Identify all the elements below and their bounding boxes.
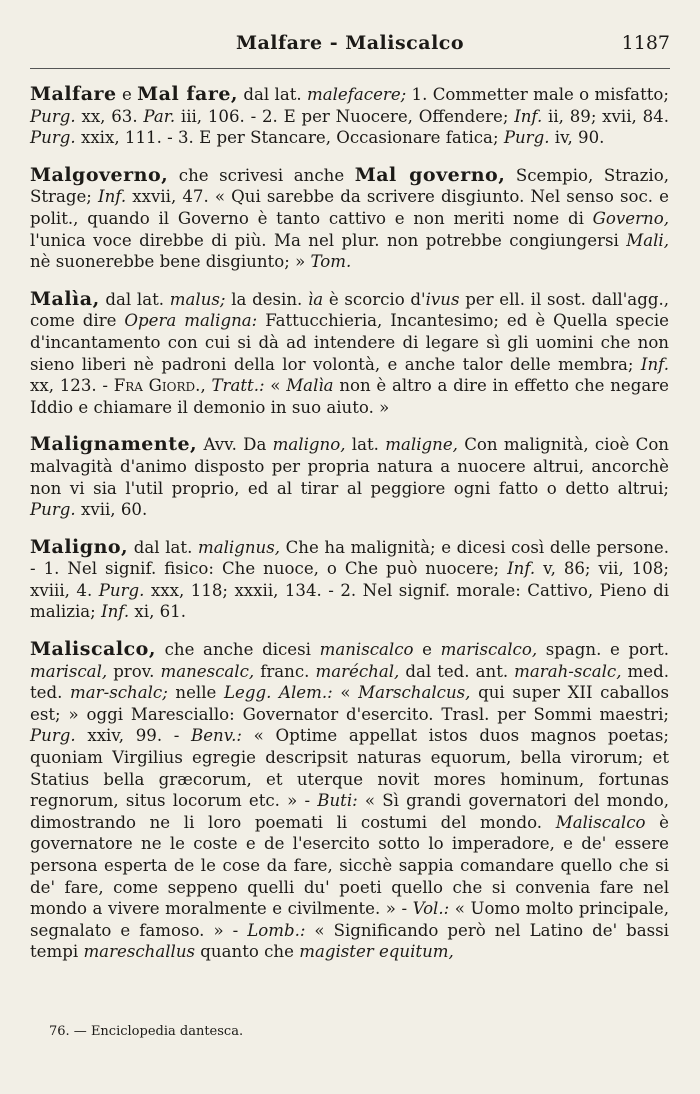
entry-text: Che ha malignità; e dicesi così delle persone. - 1. Nel signif. fisico: Che nuoce, o Che può nuocere; [30, 537, 669, 579]
entry-italic-text: Opera maligna: [124, 311, 258, 331]
entry-italic-text: Par. [143, 106, 176, 126]
dictionary-entry [30, 537, 669, 623]
entry-italic-text: mareschallus [83, 942, 196, 962]
entry-text: dal lat. [238, 85, 307, 104]
entry-headword: Malìa, [30, 287, 100, 310]
header-rule [30, 68, 670, 69]
entry-text: xx, 63. [75, 106, 144, 126]
entry-italic-text: Inf. [98, 187, 127, 207]
entry-text: la desin. [225, 289, 308, 309]
entry-italic-text: ìa [308, 289, 324, 309]
entry-text: xxiv, 99. - [75, 726, 192, 746]
entry-text: v, 86; vii, 108; xviii, 4. [30, 559, 669, 600]
entry-text: « Sì grandi governatori del mondo, dimostrando ne li loro poemati li costumi del mondo. [30, 791, 670, 832]
entry-italic-text: Vol.: [412, 899, 450, 919]
entry-text: « Uomo molto principale, segnalato e famoso. » - [30, 899, 669, 940]
entry-italic-text: maréchal, [315, 661, 400, 681]
entry-italic-text: Tratt.: [211, 376, 265, 396]
entry-text: e [116, 85, 138, 104]
entry-italic-text: Purg. [30, 128, 76, 148]
entry-text: Avv. Da [197, 435, 273, 455]
entry-italic-text: Purg. [30, 726, 76, 746]
entry-text: che anche dicesi [155, 640, 320, 660]
entry-text: dal lat. [99, 289, 170, 309]
entry-italic-text: mariscalco, [440, 640, 538, 660]
entry-italic-text: Purg. [30, 106, 76, 126]
entry-text: xxix, 111. - 3. E per Stancare, Occasionare fatica; [75, 128, 504, 148]
entry-italic-text: Inf. [514, 106, 543, 126]
entry-text: nè suonerebbe bene disgiunto; » [30, 252, 311, 272]
entry-text: Scempio, Strazio, Strage; [30, 165, 669, 207]
page-header [30, 26, 670, 66]
entry-text: « [264, 376, 287, 396]
entry-text: l'unica voce direbbe di più. Ma nel plur. non potrebbe congiungersi [30, 230, 627, 250]
entry-italic-text: Purg. [30, 500, 76, 520]
entry-text: xvii, 60. [75, 500, 148, 520]
entry-italic-text: Mali, [626, 230, 669, 250]
entry-italic-text: maligne, [385, 435, 458, 455]
entry-italic-text: Inf. [640, 354, 669, 374]
entry-text: , [200, 376, 212, 396]
entry-headword: Maliscalco, [30, 638, 156, 661]
page-number: 1187 [621, 32, 670, 54]
entry-italic-text: Tom. [310, 252, 352, 272]
entry-headword: Mal governo, [354, 163, 506, 186]
entry-italic-text: maligno, [272, 435, 346, 455]
entry-italic-text: Purg. [503, 128, 550, 148]
entry-text: è governatore ne le coste e de l'esercito sotto lo imperadore, e de' essere persona esperta de le cose da fare, sicchè sappia comandare quello che si de' fare, come seppeno quelli du' poeti quello che si convenia fare nel mondo a vivere moralmente e civilmente. » - [30, 812, 669, 919]
entry-text: lat. [345, 435, 386, 455]
entry-text: dal lat. [128, 537, 198, 557]
entry-italic-text: marah-scalc, [514, 661, 622, 681]
entry-text: che scrivesi anche [168, 165, 355, 185]
entry-italic-text: mariscal, [30, 661, 108, 681]
entry-italic-text: Malìa [286, 376, 334, 396]
entry-text: dal ted. ant. [399, 661, 515, 681]
entry-italic-text: Marschalcus, [358, 683, 471, 703]
dictionary-entry [30, 639, 669, 963]
entry-headword: Malgoverno, [30, 163, 169, 186]
entry-smallcaps-text: Fra Giord. [113, 376, 201, 396]
entry-text: med. ted. [30, 661, 669, 703]
entry-italic-text: Benv.: [191, 726, 242, 746]
entry-italic-text: mar-schalc; [70, 683, 168, 703]
entry-italic-text: malefacere; [306, 85, 407, 104]
entry-text: xx, 123. - [30, 376, 114, 396]
entry-text: « Significando però nel Latino de' bassi tempi [30, 920, 669, 962]
entry-italic-text: Maliscalco [555, 812, 646, 832]
dictionary-entry [30, 165, 669, 273]
entry-italic-text: Legg. Alem.: [224, 683, 333, 703]
entry-italic-text: magister equitum, [299, 942, 454, 962]
entry-italic-text: maniscalco [319, 640, 414, 660]
entry-text: franc. [254, 661, 316, 681]
entry-text: 1. Commetter male o misfatto; [406, 85, 669, 104]
dictionary-entry [30, 289, 669, 419]
entry-text: iii, 106. - 2. E per Nuocere, Offendere; [175, 106, 515, 126]
entry-text: quanto che [195, 942, 300, 962]
entry-text: « [332, 683, 359, 703]
entry-text: xxx, 118; xxxii, 134. - 2. Nel signif. morale: Cattivo, Pieno di malizia; [30, 580, 669, 622]
entry-text: è scorcio d' [323, 289, 426, 309]
entry-text: prov. [107, 661, 161, 681]
entry-italic-text: Inf. [507, 559, 536, 579]
entry-italic-text: manescalc, [160, 661, 255, 681]
entry-text: « Optime appellat istos duos magnos poetas; quoniam Virgilius egregie descripsit naturas equorum, bella virorum; et Statius bella græcorum, et uterque novit mores hominum, fortunas regnorum, situs locorum etc. » - [30, 726, 669, 811]
footer-signature: 76. — Enciclopedia dantesca. [49, 1024, 244, 1039]
entry-text: per ell. il sost. dall'agg., come dire [30, 289, 669, 331]
entry-text: e [413, 640, 441, 660]
running-title: Malfare - Maliscalco [235, 32, 465, 54]
entry-headword: Mal fare, [137, 83, 239, 105]
entry-text: nelle [167, 683, 225, 703]
entry-italic-text: Purg. [98, 580, 145, 600]
entry-italic-text: Inf. [101, 602, 130, 622]
dictionary-entry [30, 84, 669, 149]
entry-text: iv, 90. [549, 128, 605, 148]
entry-text: Con malignità, cioè Con malvagità d'animo disposto per propria natura a nuocere altrui, ancorchè non vi sia l'util proprio, ed al tirar al peggiore ogni fatto o detto altrui; [30, 435, 669, 498]
entry-text: ii, 89; xvii, 84. [542, 106, 669, 126]
entry-text: spagn. e port. [537, 640, 669, 660]
entry-italic-text: Lomb.: [247, 920, 306, 940]
entry-headword: Malignamente, [30, 433, 198, 456]
entry-headword: Malfare [30, 83, 117, 105]
entry-italic-text: ivus [425, 289, 460, 309]
entry-text: Fattucchieria, Incantesimo; ed è Quella specie d'incantamento con cui si dà ad intendere di legare sì gli uomini che non sieno liberi nè padroni della lor volontà, e anche talor delle membra; [30, 311, 670, 374]
entry-text: xxvii, 47. « Qui sarebbe da scrivere disgiunto. Nel senso soc. e polit., quando il Governo è tanto cattivo e non meriti nome di [30, 187, 669, 228]
entry-italic-text: malus; [169, 289, 226, 309]
entry-headword: Maligno, [30, 535, 129, 558]
entry-italic-text: malignus, [197, 537, 280, 557]
dictionary-entries [30, 84, 669, 979]
entry-italic-text: Buti: [317, 791, 358, 811]
entry-text: qui super XII caballos est; » oggi Maresciallo: Governator d'esercito. Trasl. per Sommi maestri; [30, 683, 669, 724]
dictionary-entry [30, 434, 669, 520]
entry-text: non è altro a dire in effetto che negare Iddio e chiamare il demonio in suo aiuto. » [30, 376, 670, 417]
entry-italic-text: Governo, [592, 208, 669, 228]
entry-text: xi, 61. [129, 602, 187, 622]
